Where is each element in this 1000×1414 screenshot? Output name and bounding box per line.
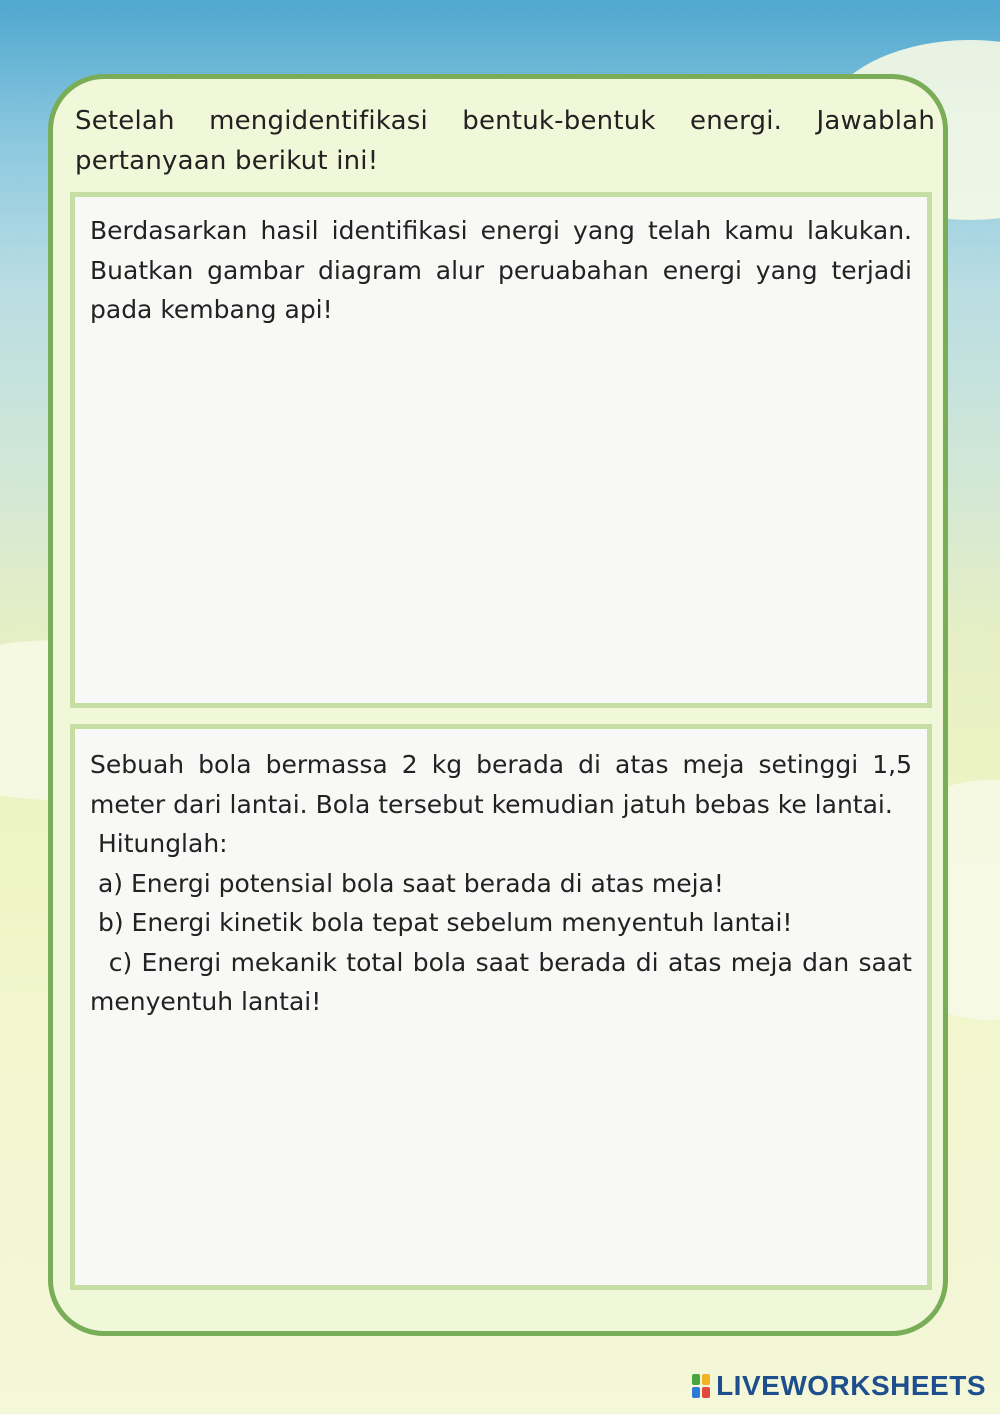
worksheet-card [48,74,948,1336]
question-2-box[interactable] [70,724,932,1290]
instruction-text: Setelah mengidentifikasi bentuk-bentuk energi. Jawablah pertanyaan berikut ini! [75,106,935,176]
question-2-item-a: a) Energi potensial bola saat berada di atas meja! [90,868,724,898]
question-1-text: Berdasarkan hasil identifikasi energi yang telah kamu lakukan. Buatkan gambar diagram alur peruabahan energi yang terjadi pada kembang api! [90,216,912,324]
question-2-item-b: b) Energi kinetik bola tepat sebelum menyentuh lantai! [90,908,793,937]
logo-text: LIVEWORKSHEETS [716,1370,986,1401]
question-1-box[interactable] [70,192,932,708]
question-2-item-c: c) Energi mekanik total bola saat berada di atas meja dan saat menyentuh lantai! [90,947,920,1016]
liveworksheets-logo [692,1370,986,1402]
question-2-intro: Sebuah bola bermassa 2 kg berada di atas meja setinggi 1,5 meter dari lantai. Bola tersebut kemudian jatuh bebas ke lantai. [90,750,912,819]
logo-mark-icon [692,1374,710,1398]
question-2-prompt: Hitunglah: [90,829,228,858]
